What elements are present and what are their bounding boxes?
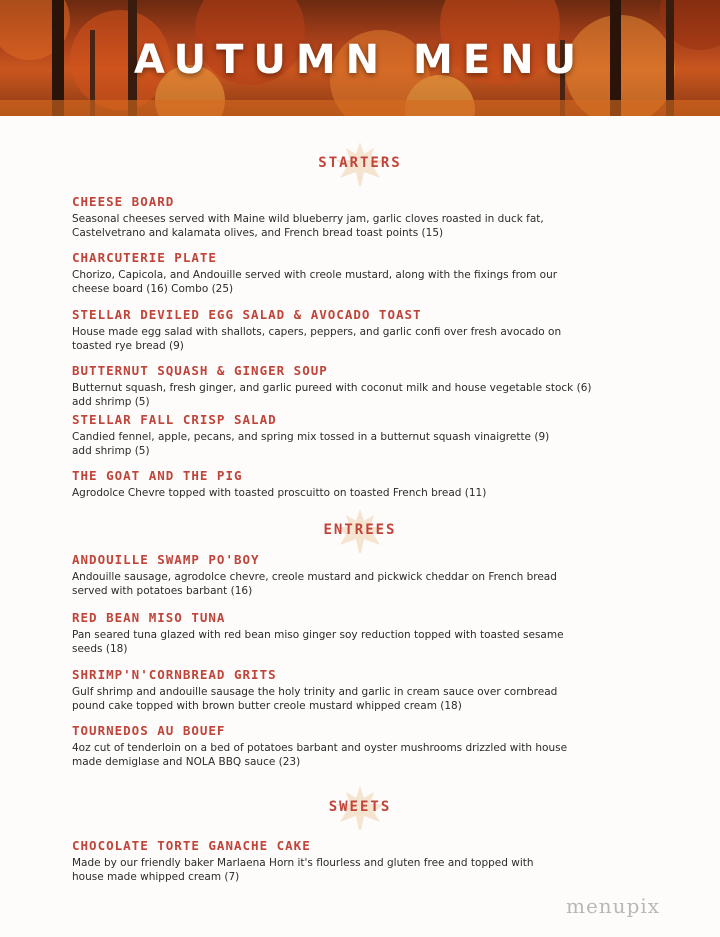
menu-item: [72, 610, 672, 656]
item-name: RED BEAN MISO TUNA: [72, 610, 226, 625]
menu-item: [72, 194, 672, 240]
menupix-watermark: menupix: [566, 894, 661, 918]
menu-item: [72, 723, 672, 769]
menu-title: AUTUMN MENU: [133, 37, 587, 83]
menu-item: [72, 363, 672, 409]
menu-item: [72, 667, 672, 713]
menu-item: [72, 250, 672, 296]
item-description: Chorizo, Capicola, and Andouille served with creole mustard, along with the fixings from our cheese board (16) Combo (25): [72, 269, 558, 295]
menu-item: [72, 468, 672, 500]
item-name: SHRIMP'N'CORNBREAD GRITS: [72, 667, 277, 682]
item-description: 4oz cut of tenderloin on a bed of potatoes barbant and oyster mushrooms drizzled with house made demiglase and NOLA BBQ sauce (23): [72, 742, 568, 768]
menu-item: [72, 552, 672, 598]
item-name: ANDOUILLE SWAMP PO'BOY: [72, 552, 260, 567]
item-description: House made egg salad with shallots, capers, peppers, and garlic confi over fresh avocado on toasted rye bread (9): [72, 326, 562, 352]
item-name: TOURNEDOS AU BOUEF: [72, 723, 226, 738]
item-description: Pan seared tuna glazed with red bean miso ginger soy reduction topped with toasted sesame seeds (18): [72, 629, 564, 655]
item-name: STELLAR DEVILED EGG SALAD & AVOCADO TOAST: [72, 307, 422, 322]
item-description: Agrodolce Chevre topped with toasted proscuitto on toasted French bread (11): [72, 487, 487, 499]
section-entrees-heading: [0, 519, 720, 538]
section-title: STARTERS: [318, 155, 402, 171]
section-sweets-heading: [0, 796, 720, 815]
autumn-forest-banner: [0, 0, 720, 116]
menu-item: [72, 838, 672, 884]
item-description: Andouille sausage, agrodolce chevre, creole mustard and pickwick cheddar on French bread served with potatoes barbant (16): [72, 571, 557, 597]
item-name: STELLAR FALL CRISP SALAD: [72, 412, 277, 427]
item-description: Butternut squash, fresh ginger, and garlic pureed with coconut milk and house vegetable stock (6) add shrimp (5): [72, 382, 592, 408]
item-description: Gulf shrimp and andouille sausage the holy trinity and garlic in cream sauce over cornbread pound cake topped with brown butter creole mustard whipped cream (18): [72, 686, 558, 712]
item-description: Seasonal cheeses served with Maine wild blueberry jam, garlic cloves roasted in duck fat, Castelvetrano and kalamata olives, and French bread toast points (15): [72, 213, 544, 239]
menu-item: [72, 307, 672, 353]
item-description: Candied fennel, apple, pecans, and spring mix tossed in a butternut squash vinaigrette (9) add shrimp (5): [72, 431, 550, 457]
item-name: CHOCOLATE TORTE GANACHE CAKE: [72, 838, 311, 853]
section-starters-heading: [0, 152, 720, 171]
item-description: Made by our friendly baker Marlaena Horn it's flourless and gluten free and topped with house made whipped cream (7): [72, 857, 534, 883]
item-name: BUTTERNUT SQUASH & GINGER SOUP: [72, 363, 328, 378]
menu-item: [72, 412, 672, 458]
section-title: SWEETS: [328, 799, 392, 815]
item-name: CHEESE BOARD: [72, 194, 175, 209]
section-title: ENTREES: [323, 522, 397, 538]
item-name: CHARCUTERIE PLATE: [72, 250, 217, 265]
item-name: THE GOAT AND THE PIG: [72, 468, 243, 483]
